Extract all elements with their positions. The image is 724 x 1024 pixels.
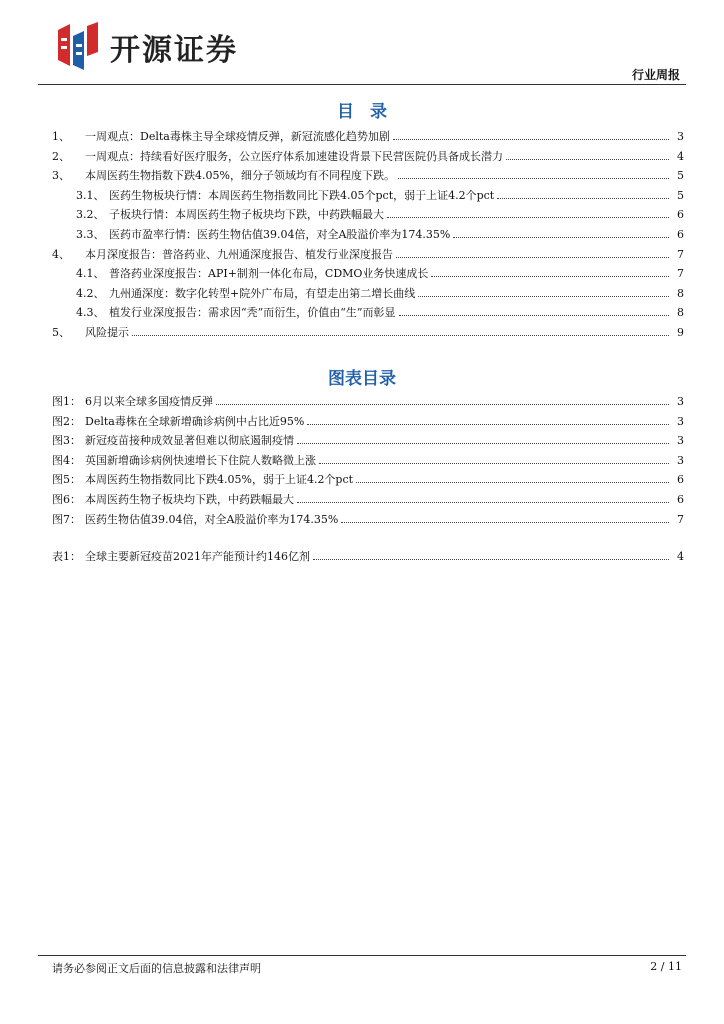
entry-title: 本周医药生物指数同比下跌4.05%，弱于上证4.2个pct	[85, 473, 354, 487]
entry-page-number: 8	[677, 286, 684, 300]
entry-number: 2、	[52, 149, 70, 163]
entry-number: 3.2、	[76, 208, 105, 222]
entry-page-number: 6	[677, 473, 684, 487]
toc-entry[interactable]	[52, 246, 684, 266]
entry-page-number: 7	[677, 267, 684, 281]
entry-page-number: 6	[677, 208, 684, 222]
entry-page-number: 4	[677, 550, 684, 563]
entry-page-number: 3	[677, 130, 684, 143]
entry-number: 5、	[52, 326, 70, 339]
figure-entry[interactable]	[52, 432, 684, 452]
entry-title: 新冠疫苗接种成效显著但难以彻底遏制疫情	[85, 434, 294, 448]
entry-page-number: 7	[677, 512, 684, 526]
toc-entry[interactable]	[52, 187, 684, 207]
entry-page-number: 4	[677, 149, 684, 163]
dot-leader	[297, 493, 669, 503]
dot-leader	[319, 454, 669, 464]
figure-entry[interactable]	[52, 511, 684, 531]
toc-entry[interactable]	[52, 324, 684, 344]
entry-number: 4.2、	[76, 286, 105, 300]
dot-leader	[396, 248, 669, 258]
table-entry[interactable]	[52, 548, 684, 568]
dot-leader	[506, 150, 669, 160]
entry-title: 本周医药生物指数下跌4.05%，细分子领域均有不同程度下跌。	[85, 169, 395, 183]
entry-page-number: 6	[677, 493, 684, 506]
entry-page-number: 3	[677, 453, 684, 467]
entry-title: 医药生物板块行情：本周医药生物指数同比下跌4.05个pct，弱于上证4.2个pct	[109, 188, 495, 202]
entry-title: Delta毒株在全球新增确诊病例中占比近95%	[85, 414, 305, 428]
entry-title: 全球主要新冠疫苗2021年产能预计约146亿剂	[85, 550, 310, 563]
footer-divider	[38, 955, 686, 956]
entry-title: 一周观点：Delta毒株主导全球疫情反弹，新冠流感化趋势加剧	[85, 130, 390, 143]
dot-leader	[431, 267, 669, 277]
entry-number: 图2：	[52, 414, 81, 428]
entry-number: 图5：	[52, 473, 81, 487]
toc-entry[interactable]	[52, 167, 684, 187]
entry-number: 图6：	[52, 493, 81, 506]
dot-leader	[341, 513, 669, 523]
entry-page-number: 3	[677, 395, 684, 408]
toc-entry[interactable]	[52, 285, 684, 305]
entry-title: 风险提示	[85, 326, 129, 339]
footer-disclaimer: 请务必参阅正文后面的信息披露和法律声明	[52, 962, 261, 975]
document-type-label: 行业周报	[631, 68, 680, 82]
entry-number: 3、	[52, 169, 70, 183]
header-divider	[38, 84, 686, 85]
entry-page-number: 3	[677, 434, 684, 448]
toc-entry[interactable]	[52, 148, 684, 168]
entry-number: 4.3、	[76, 306, 105, 320]
dot-leader	[418, 287, 669, 297]
entry-title: 医药生物估值39.04倍，对全A股溢价率为174.35%	[85, 512, 339, 526]
entry-number: 1、	[52, 130, 70, 143]
entry-page-number: 5	[677, 188, 684, 202]
dot-leader	[307, 415, 669, 425]
toc-title: 目录	[337, 102, 403, 122]
dot-leader	[399, 306, 670, 316]
dot-leader	[132, 326, 669, 336]
entry-title: 植发行业深度报告：需求因“秃”而衍生，价值由“生”而彰显	[109, 306, 396, 320]
company-logo	[56, 22, 238, 72]
entry-title: 医药市盈率行情：医药生物估值39.04倍，对全A股溢价率为174.35%	[109, 228, 451, 241]
entry-page-number: 6	[677, 228, 684, 241]
dot-leader	[387, 208, 669, 218]
dot-leader	[497, 189, 669, 199]
logo-mark-icon	[56, 22, 100, 72]
entry-number: 图4：	[52, 453, 81, 467]
figure-entry[interactable]	[52, 452, 684, 472]
entry-page-number: 3	[677, 414, 684, 428]
entry-number: 3.1、	[76, 188, 105, 202]
dot-leader	[453, 228, 669, 238]
entry-number: 4、	[52, 247, 70, 261]
entry-page-number: 9	[677, 326, 684, 339]
dot-leader	[313, 550, 669, 560]
entry-title: 一周观点：持续看好医疗服务，公立医疗体系加速建设背景下民营医院仍具备成长潜力	[85, 149, 503, 163]
entry-number: 图3：	[52, 434, 81, 448]
entry-page-number: 5	[677, 169, 684, 183]
dot-leader	[297, 434, 669, 444]
entry-title: 本月深度报告：普洛药业、九州通深度报告、植发行业深度报告	[85, 247, 393, 261]
figure-entry[interactable]	[52, 393, 684, 413]
entry-number: 4.1、	[76, 267, 105, 281]
entry-title: 6月以来全球多国疫情反弹	[85, 395, 213, 408]
entry-number: 3.3、	[76, 228, 105, 241]
entry-number: 图1：	[52, 395, 81, 408]
figure-entry[interactable]	[52, 471, 684, 491]
toc-entry[interactable]	[52, 304, 684, 324]
dot-leader	[393, 130, 669, 140]
dot-leader	[356, 473, 669, 483]
dot-leader	[398, 169, 669, 179]
toc-entry[interactable]	[52, 206, 684, 226]
entry-page-number: 8	[677, 306, 684, 320]
entry-title: 英国新增确诊病例快速增长下住院人数略微上涨	[85, 453, 316, 467]
entry-title: 子板块行情：本周医药生物子板块均下跌，中药跌幅最大	[109, 208, 384, 222]
page-indicator: 2 / 11	[650, 960, 682, 973]
toc-entry[interactable]	[52, 265, 684, 285]
entry-number: 图7：	[52, 512, 81, 526]
entry-number: 表1：	[52, 550, 81, 563]
logo-text: 开源证券	[110, 33, 238, 68]
entry-title: 普洛药业深度报告：API+制剂一体化布局，CDMO业务快速成长	[109, 267, 429, 281]
entry-title: 本周医药生物子板块均下跌，中药跌幅最大	[85, 493, 294, 506]
page-header	[38, 14, 686, 84]
toc-entry[interactable]	[52, 226, 684, 246]
figure-list-title: 图表目录	[328, 369, 396, 389]
dot-leader	[216, 395, 669, 405]
figure-entry[interactable]	[52, 491, 684, 511]
entry-title: 九州通深度：数字化转型+院外广布局，有望走出第二增长曲线	[109, 286, 416, 300]
figure-entry[interactable]	[52, 413, 684, 433]
toc-entry[interactable]	[52, 128, 684, 148]
entry-page-number: 7	[677, 247, 684, 261]
